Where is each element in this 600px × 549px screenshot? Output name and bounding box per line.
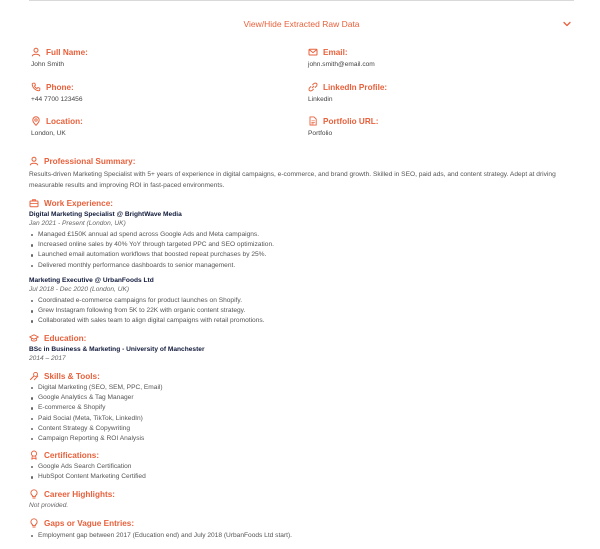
- raw-data-toggle-label[interactable]: View/Hide Extracted Raw Data: [243, 19, 360, 29]
- list-item: Paid Social (Meta, TikTok, LinkedIn): [29, 414, 163, 424]
- email-value: john.smith@email.com: [308, 61, 375, 68]
- job-date: Jan 2021 - Present (London, UK): [29, 220, 126, 227]
- phone-label-text: Phone:: [46, 82, 74, 92]
- briefcase-icon: [29, 198, 39, 208]
- graduation-cap-icon: [29, 333, 39, 343]
- full-name-value: John Smith: [31, 61, 64, 68]
- tools-icon: [29, 371, 39, 381]
- job-bullets: [29, 230, 274, 271]
- education-label-text: Education:: [44, 333, 87, 343]
- list-item: Coordinated e-commerce campaigns for product launches on Shopify.: [29, 296, 265, 306]
- summary-text: Results-driven Marketing Specialist with 5+ years of experience in digital campaigns, e-commerce, and brand growth. Skilled in SEO, paid ads, and content strategy. Adept at driving measurable results and improving ROI in fast-paced environments.: [29, 171, 556, 189]
- list-item: Grew Instagram following from 5K to 22K with organic content strategy.: [29, 306, 265, 316]
- degree-date: 2014 – 2017: [29, 355, 66, 362]
- certifications-label-text: Certifications:: [44, 450, 100, 460]
- highlights-label: [29, 489, 115, 499]
- list-item: E-commerce & Shopify: [29, 403, 163, 413]
- highlights-label-text: Career Highlights:: [44, 489, 115, 499]
- linkedin-label: [308, 82, 387, 92]
- list-item: Launched email automation workflows that boosted repeat purchases by 25%.: [29, 250, 274, 260]
- lightbulb-icon: [29, 518, 39, 528]
- job-title: Digital Marketing Specialist @ BrightWave Media: [29, 211, 182, 218]
- work-label: [29, 198, 113, 208]
- list-item: HubSpot Content Marketing Certified: [29, 472, 146, 482]
- mail-icon: [308, 47, 318, 57]
- list-item: Increased online sales by 40% YoY through targeted PPC and SEO optimization.: [29, 240, 274, 250]
- portfolio-label-text: Portfolio URL:: [323, 116, 379, 126]
- user-icon: [31, 47, 41, 57]
- portfolio-value[interactable]: Portfolio: [308, 130, 333, 137]
- full-name-label-text: Full Name:: [46, 47, 88, 57]
- user-icon: [29, 156, 39, 166]
- gaps-label-text: Gaps or Vague Entries:: [44, 518, 135, 528]
- location-label-text: Location:: [46, 116, 83, 126]
- list-item: Managed £150K annual ad spend across Google Ads and Meta campaigns.: [29, 230, 274, 240]
- phone-value: +44 7700 123456: [31, 96, 83, 103]
- portfolio-label: [308, 116, 378, 126]
- gaps-label: [29, 518, 134, 528]
- lightbulb-icon: [29, 489, 39, 499]
- chevron-down-icon[interactable]: [562, 19, 572, 29]
- skills-label: [29, 371, 100, 381]
- award-icon: [29, 450, 39, 460]
- phone-label: [31, 82, 74, 92]
- certifications-label: [29, 450, 99, 460]
- raw-data-toggle[interactable]: [29, 17, 574, 33]
- email-label-text: Email:: [323, 47, 348, 57]
- certifications-list: [29, 462, 146, 482]
- location-value: London, UK: [31, 130, 66, 137]
- summary-label-text: Professional Summary:: [44, 156, 136, 166]
- gaps-list: [29, 531, 292, 541]
- file-icon: [308, 116, 318, 126]
- list-item: Google Analytics & Tag Manager: [29, 393, 163, 403]
- link-icon: [308, 82, 318, 92]
- list-item: Digital Marketing (SEO, SEM, PPC, Email): [29, 383, 163, 393]
- job-bullets: [29, 296, 265, 327]
- linkedin-label-text: LinkedIn Profile:: [323, 82, 388, 92]
- degree-title: BSc in Business & Marketing - University of Manchester: [29, 346, 205, 353]
- list-item: Delivered monthly performance dashboards to senior management.: [29, 261, 274, 271]
- skills-list: [29, 383, 163, 444]
- job-date: Jul 2018 - Dec 2020 (London, UK): [29, 286, 130, 293]
- linkedin-value[interactable]: Linkedin: [308, 96, 333, 103]
- list-item: Collaborated with sales team to align digital campaigns with retail promotions.: [29, 316, 265, 326]
- full-name-label: [31, 47, 88, 57]
- top-divider: [29, 0, 574, 1]
- skills-label-text: Skills & Tools:: [44, 371, 100, 381]
- phone-icon: [31, 82, 41, 92]
- list-item: Google Ads Search Certification: [29, 462, 146, 472]
- email-label: [308, 47, 348, 57]
- work-label-text: Work Experience:: [44, 198, 114, 208]
- map-pin-icon: [31, 116, 41, 126]
- list-item: Campaign Reporting & ROI Analysis: [29, 434, 163, 444]
- list-item: Employment gap between 2017 (Education end) and July 2018 (UrbanFoods Ltd start).: [29, 531, 292, 541]
- location-label: [31, 116, 83, 126]
- summary-label: [29, 156, 135, 166]
- education-label: [29, 333, 86, 343]
- list-item: Content Strategy & Copywriting: [29, 424, 163, 434]
- job-title: Marketing Executive @ UrbanFoods Ltd: [29, 277, 154, 284]
- highlights-value: Not provided.: [29, 502, 69, 509]
